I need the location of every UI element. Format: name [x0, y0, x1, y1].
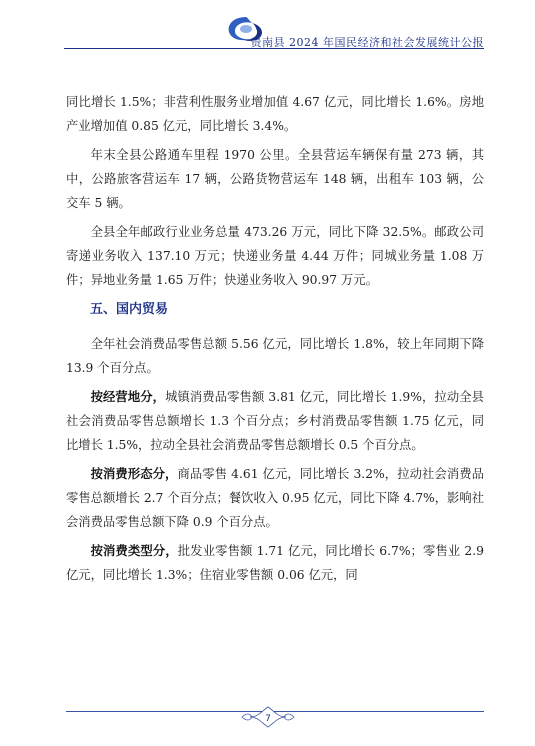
document-body: [66, 90, 484, 592]
header-divider: [64, 48, 484, 49]
paragraph-by-type: [66, 539, 484, 587]
paragraph-services: 同比增长 1.5%；非营利性服务业增加值 4.67 亿元，同比增长 1.6%。房地产业增加值 0.85 亿元，同比增长 3.4%。: [66, 95, 484, 133]
paragraph-retail-intro: 全年社会消费品零售总额 5.56 亿元，同比增长 1.8%，较上年同期下降 13.9 个百分点。: [66, 337, 484, 375]
page-header: [64, 14, 484, 48]
paragraph-by-form: [66, 462, 484, 534]
paragraph-postal: 全县全年邮政行业业务总量 473.26 万元，同比下降 32.5%。邮政公司寄递业务收入 137.10 万元；快递业务量 4.44 万件；同城业务量 1.08 万件；异地业务量 1.65 万件；快递业务收入 90.97 万元。: [66, 225, 484, 287]
paragraph-transport: 年末全县公路通车里程 1970 公里。全县营运车辆保有量 273 辆，其中，公路旅客营运车 17 辆，公路货物营运车 148 辆，出租车 103 辆，公交车 5 辆。: [66, 148, 484, 210]
text-by-form: 商品零售 4.61 亿元，同比增长 3.2%，拉动社会消费品零售总额增长 2.7 个百分点；餐饮收入 0.95 亿元，同比下降 4.7%，影响社会消费品零售总额下降 0.9 个百分点。: [66, 467, 484, 529]
lead-by-form: 按消费形态分，: [90, 467, 178, 481]
text-by-region: 城镇消费品零售额 3.81 亿元，同比增长 1.9%，拉动全县社会消费品零售总额增长 1.3 个百分点；乡村消费品零售额 1.75 亿元，同比增长 1.5%，拉动全县社会消费品零售总额增长 0.5 个百分点。: [66, 390, 484, 452]
lead-by-region: 按经营地分，: [90, 390, 166, 404]
footer-ornament: [228, 705, 308, 729]
text-by-type: 批发业零售额 1.71 亿元，同比增长 6.7%；零售业 2.9 亿元，同比增长 1.3%；住宿业零售额 0.06 亿元，同: [66, 544, 484, 582]
header-title: 贵南县 2024 年国民经济和社会发展统计公报: [250, 36, 484, 49]
lead-by-type: 按消费类型分，: [90, 544, 178, 558]
paragraph-by-region: [66, 385, 484, 457]
page-number: 7: [265, 714, 271, 724]
section-heading-domestic-trade: 五、国内贸易: [90, 302, 169, 317]
